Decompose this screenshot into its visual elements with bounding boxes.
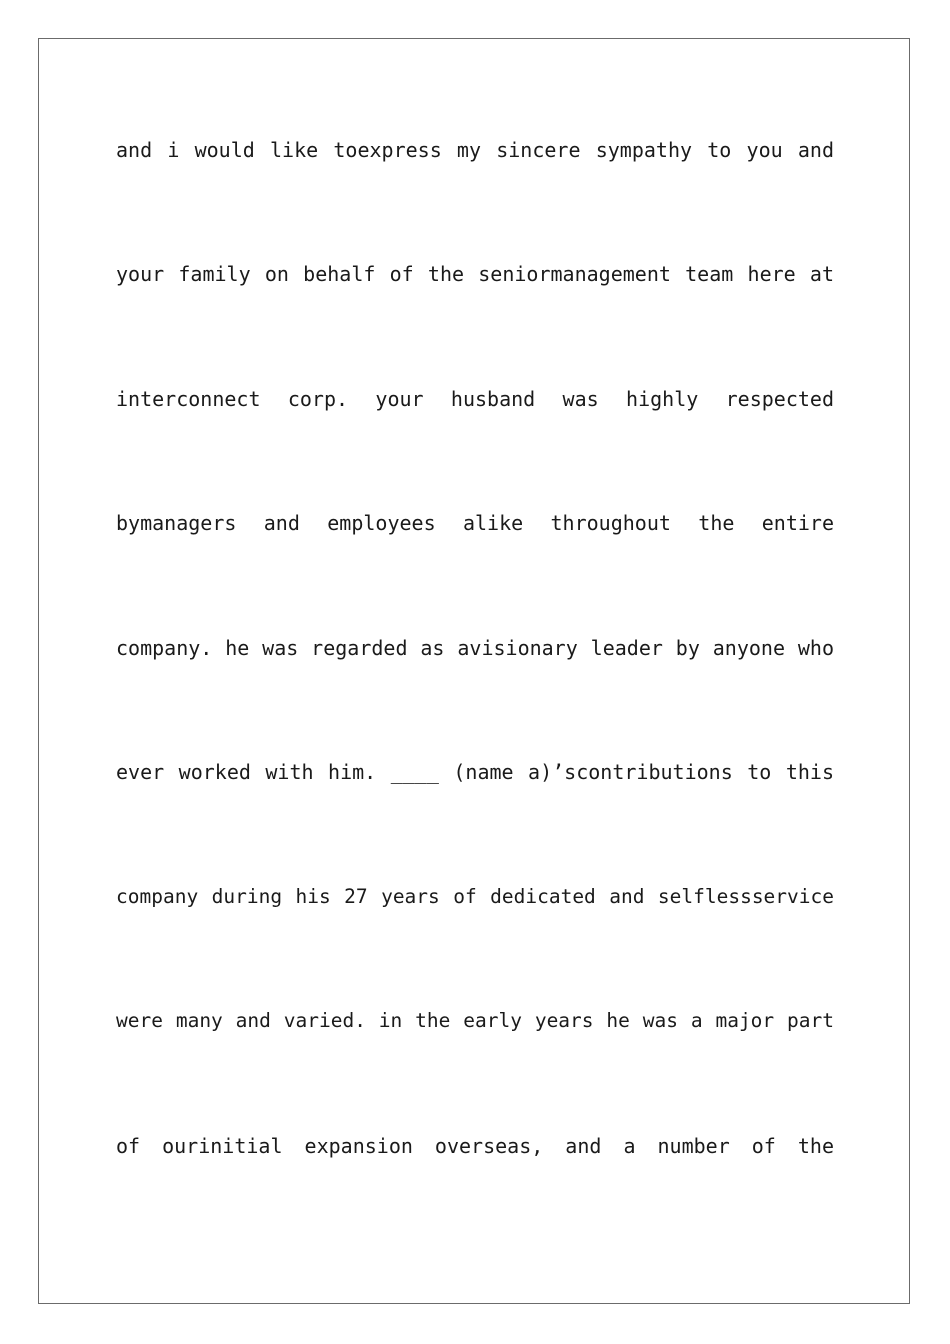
body-text-line-4: bymanagers and employees alike throughout the entire xyxy=(116,511,834,535)
body-text-line-1: and i would like toexpress my sincere sympathy to you and xyxy=(116,138,834,162)
body-text-line-2: your family on behalf of the seniormanagement team here at xyxy=(116,262,834,286)
body-text-line-6: ever worked with him. ____ (name a)’scontributions to this xyxy=(116,760,834,784)
body-text-line-7: company during his 27 years of dedicated and selflessservice xyxy=(116,885,834,908)
body-text-line-8: were many and varied. in the early years he was a major part xyxy=(116,1009,834,1032)
body-text-line-3: interconnect corp. your husband was highly respected xyxy=(116,387,834,411)
body-text-line-5: company. he was regarded as avisionary leader by anyone who xyxy=(116,636,834,660)
body-text-line-9: of ourinitial expansion overseas, and a number of the xyxy=(116,1134,834,1158)
page-frame xyxy=(38,38,910,1304)
